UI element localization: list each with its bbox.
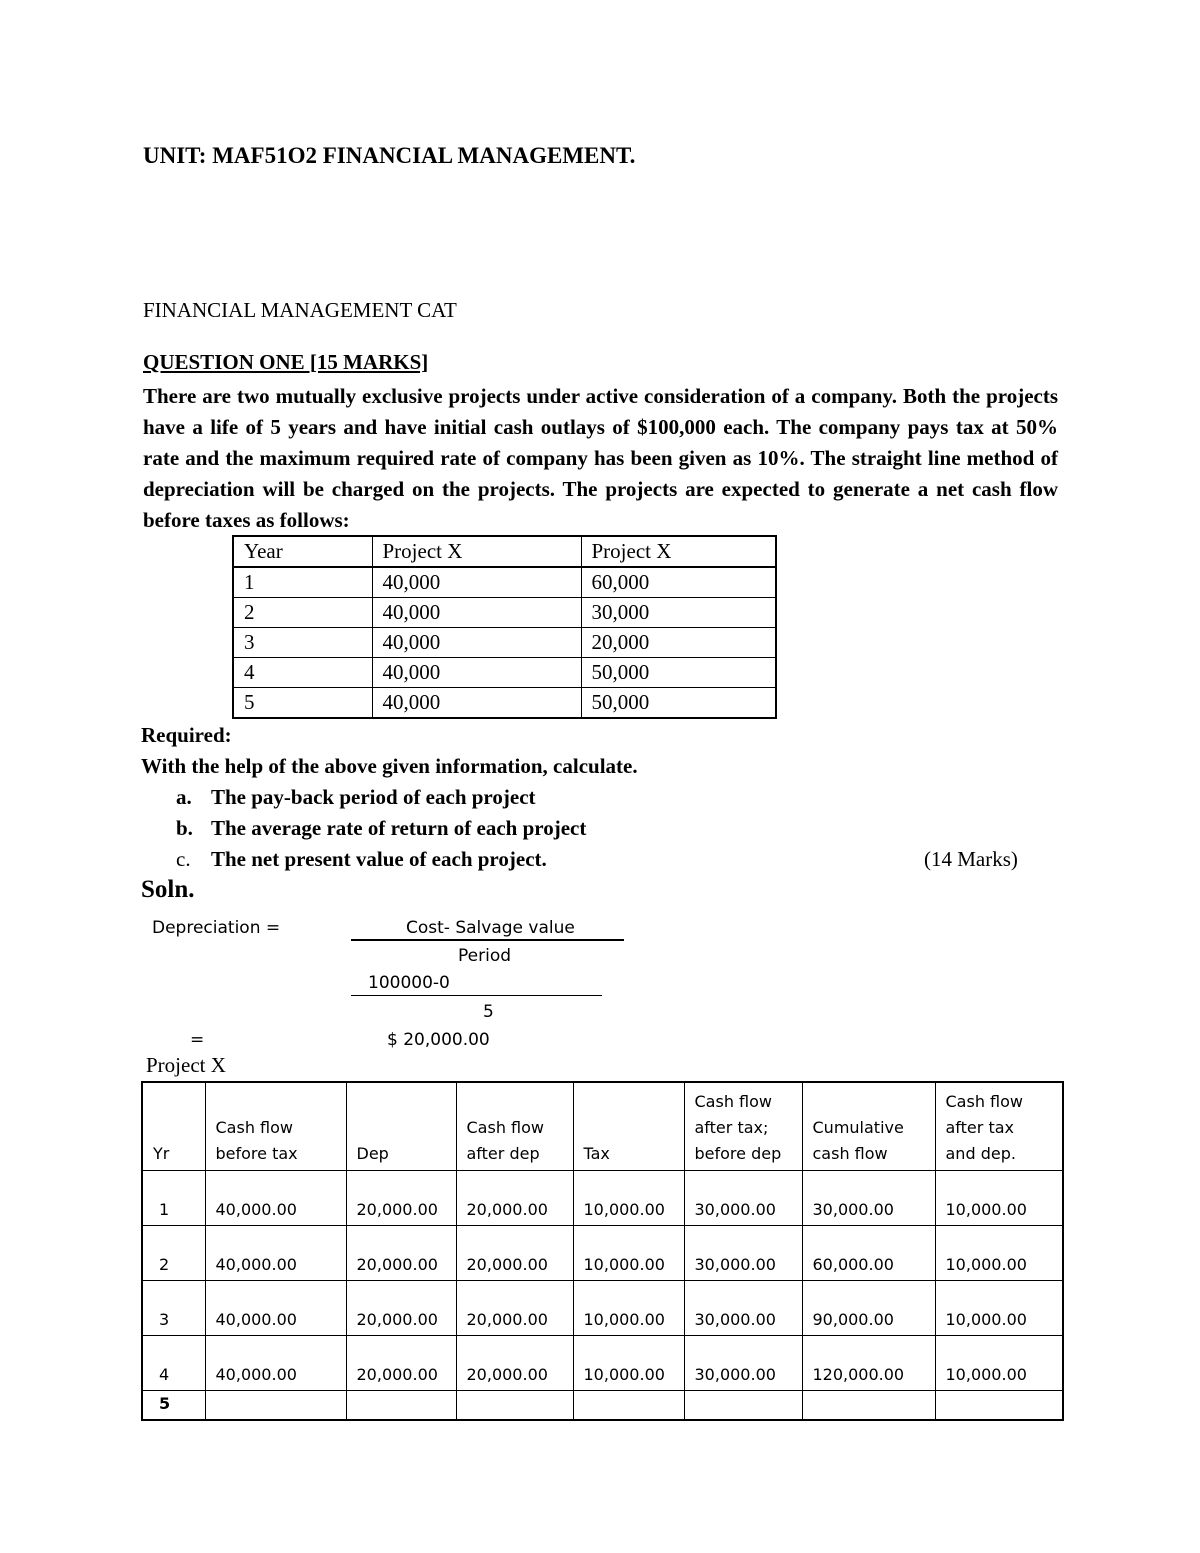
depreciation-numerator: Cost- Salvage value xyxy=(406,918,575,938)
table-header-row xyxy=(142,1082,1063,1171)
column-header-line: Cash flow xyxy=(466,1118,544,1137)
table-cell: 10,000.00 xyxy=(935,1336,1063,1391)
table-cell: 40,000.00 xyxy=(205,1171,346,1226)
column-header xyxy=(802,1082,935,1171)
table-row xyxy=(142,1281,1063,1336)
item-letter: c. xyxy=(176,847,191,871)
table-row xyxy=(142,1226,1063,1281)
table-cell xyxy=(684,1391,802,1421)
table-cell: 40,000 xyxy=(372,628,581,658)
table-cell xyxy=(205,1391,346,1421)
column-header xyxy=(573,1082,684,1171)
column-header: Project X xyxy=(372,536,581,567)
column-header: Year xyxy=(233,536,372,567)
project-x-title: Project X xyxy=(146,1053,226,1077)
cat-title: FINANCIAL MANAGEMENT CAT xyxy=(143,298,457,322)
table-cell: 30,000 xyxy=(581,598,776,628)
table-cell: 10,000.00 xyxy=(935,1281,1063,1336)
column-header-line: before tax xyxy=(215,1144,298,1163)
unit-title: UNIT: MAF51O2 FINANCIAL MANAGEMENT. xyxy=(143,143,636,168)
depreciation-numerator-values: 100000-0 xyxy=(368,973,450,993)
column-header xyxy=(456,1082,573,1171)
column-header-line: after tax xyxy=(945,1118,1014,1137)
item-letter: a. xyxy=(176,785,192,809)
table-cell: 30,000.00 xyxy=(684,1281,802,1336)
table-cell: 40,000.00 xyxy=(205,1226,346,1281)
cash-flow-table xyxy=(232,535,777,719)
column-header-line: Cash flow xyxy=(694,1092,772,1111)
table-cell: 30,000.00 xyxy=(684,1336,802,1391)
column-header xyxy=(684,1082,802,1171)
column-header-line: Cash flow xyxy=(215,1118,293,1137)
table-cell: 10,000.00 xyxy=(573,1226,684,1281)
table-cell: 5 xyxy=(233,688,372,719)
instruction-text: With the help of the above given information, calculate. xyxy=(141,754,638,778)
table-cell: 50,000 xyxy=(581,688,776,719)
table-cell: 20,000.00 xyxy=(456,1281,573,1336)
table-cell: 40,000 xyxy=(372,658,581,688)
table-cell: 40,000.00 xyxy=(205,1336,346,1391)
table-row xyxy=(233,628,776,658)
table-row xyxy=(142,1391,1063,1421)
column-header-line: cash flow xyxy=(812,1144,888,1163)
fraction-line xyxy=(351,939,624,941)
table-cell: 60,000.00 xyxy=(802,1226,935,1281)
table-cell: 20,000.00 xyxy=(456,1171,573,1226)
table-cell: 10,000.00 xyxy=(935,1226,1063,1281)
table-cell xyxy=(802,1391,935,1421)
table-cell: 50,000 xyxy=(581,658,776,688)
table-cell: 5 xyxy=(142,1391,205,1421)
table-cell: 40,000.00 xyxy=(205,1281,346,1336)
column-header-line: Yr xyxy=(153,1144,170,1163)
required-label: Required: xyxy=(141,723,232,747)
item-text: The average rate of return of each project xyxy=(211,816,587,840)
required-item-a xyxy=(176,785,536,810)
table-cell: 60,000 xyxy=(581,567,776,598)
table-cell: 4 xyxy=(142,1336,205,1391)
table-cell: 40,000 xyxy=(372,688,581,719)
item-text: The pay-back period of each project xyxy=(211,785,536,809)
table-cell: 1 xyxy=(142,1171,205,1226)
column-header-line: after tax; xyxy=(694,1118,769,1137)
column-header-line: and dep. xyxy=(945,1144,1016,1163)
solution-label: Soln. xyxy=(141,876,195,903)
table-cell xyxy=(456,1391,573,1421)
column-header-line: after dep xyxy=(466,1144,540,1163)
fraction-line xyxy=(351,995,602,996)
table-cell: 20,000.00 xyxy=(346,1336,456,1391)
project-x-table xyxy=(141,1081,1064,1421)
depreciation-denominator-value: 5 xyxy=(483,1002,494,1022)
column-header-line: Cash flow xyxy=(945,1092,1023,1111)
table-cell: 20,000.00 xyxy=(346,1171,456,1226)
depreciation-denominator: Period xyxy=(458,946,512,966)
table-cell: 10,000.00 xyxy=(935,1171,1063,1226)
required-item-c xyxy=(176,847,547,872)
table-cell: 3 xyxy=(233,628,372,658)
table-row xyxy=(233,598,776,628)
column-header xyxy=(935,1082,1063,1171)
column-header-line: Cumulative xyxy=(812,1118,904,1137)
question-heading: QUESTION ONE [15 MARKS] xyxy=(143,350,429,374)
item-text: The net present value of each project. xyxy=(211,847,547,871)
table-cell: 2 xyxy=(142,1226,205,1281)
column-header: Project X xyxy=(581,536,776,567)
table-row xyxy=(142,1336,1063,1391)
required-item-b xyxy=(176,816,586,841)
table-cell: 40,000 xyxy=(372,567,581,598)
table-cell xyxy=(935,1391,1063,1421)
table-cell: 30,000.00 xyxy=(684,1226,802,1281)
table-cell: 4 xyxy=(233,658,372,688)
table-cell: 20,000.00 xyxy=(456,1226,573,1281)
column-header-line: Tax xyxy=(583,1144,610,1163)
table-cell: 30,000.00 xyxy=(684,1171,802,1226)
table-cell: 20,000.00 xyxy=(346,1281,456,1336)
column-header-line: Dep xyxy=(356,1144,389,1163)
table-row xyxy=(142,1171,1063,1226)
table-cell xyxy=(573,1391,684,1421)
equals-sign: = xyxy=(190,1030,205,1050)
table-row xyxy=(233,567,776,598)
table-cell: 30,000.00 xyxy=(802,1171,935,1226)
column-header xyxy=(346,1082,456,1171)
table-cell: 20,000.00 xyxy=(346,1226,456,1281)
depreciation-label: Depreciation = xyxy=(152,918,281,938)
table-cell: 10,000.00 xyxy=(573,1336,684,1391)
table-row xyxy=(233,688,776,719)
table-cell: 40,000 xyxy=(372,598,581,628)
table-header-row xyxy=(233,536,776,567)
table-cell: 10,000.00 xyxy=(573,1281,684,1336)
table-cell: 2 xyxy=(233,598,372,628)
column-header-line: before dep xyxy=(694,1144,782,1163)
table-cell: 3 xyxy=(142,1281,205,1336)
column-header xyxy=(205,1082,346,1171)
question-body: There are two mutually exclusive projects under active consideration of a company. Both the projects have a life of 5 years and have initial cash outlays of $100,000 each. The company pays tax at 50% rate and the maximum required rate of company has been given as 10%. The straight line method of depreciation will be charged on the projects. The projects are expected to generate a net cash flow before taxes as follows: xyxy=(143,384,1058,532)
table-cell: 1 xyxy=(233,567,372,598)
item-letter: b. xyxy=(176,816,193,840)
marks-note: (14 Marks) xyxy=(924,847,1018,871)
column-header xyxy=(142,1082,205,1171)
table-cell: 20,000.00 xyxy=(456,1336,573,1391)
table-cell: 90,000.00 xyxy=(802,1281,935,1336)
table-cell xyxy=(346,1391,456,1421)
table-cell: 20,000 xyxy=(581,628,776,658)
table-row xyxy=(233,658,776,688)
depreciation-result: $ 20,000.00 xyxy=(387,1030,490,1050)
table-cell: 10,000.00 xyxy=(573,1171,684,1226)
table-cell: 120,000.00 xyxy=(802,1336,935,1391)
